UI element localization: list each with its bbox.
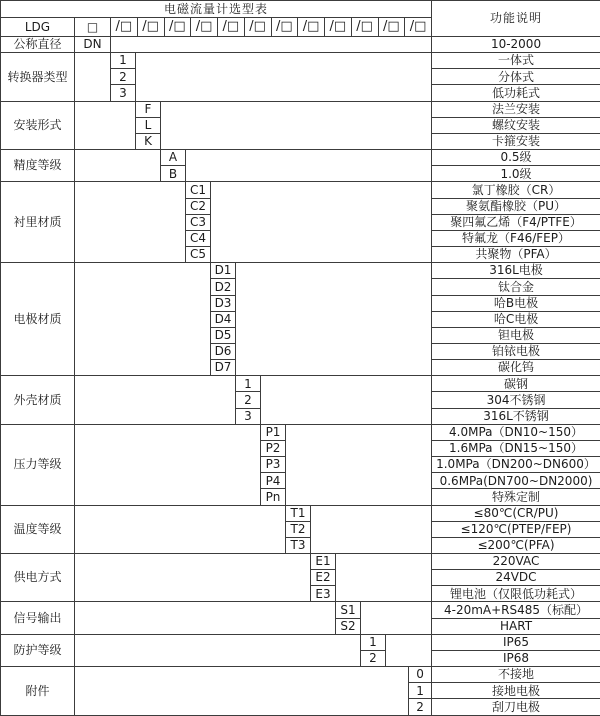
option-desc: 哈B电极	[432, 295, 600, 311]
group-label: 温度等级	[1, 505, 75, 553]
model-slot: /□	[165, 18, 192, 36]
option-desc: ≤120℃(PTEP/FEP)	[432, 521, 600, 537]
option-code: C1	[186, 182, 211, 198]
filler-cell	[75, 505, 286, 553]
model-slot: /□	[352, 18, 379, 36]
option-code: D1	[211, 263, 236, 279]
option-desc: 钽电极	[432, 327, 600, 343]
model-slot: /□	[325, 18, 352, 36]
option-code: 2	[111, 69, 136, 85]
model-slot-strip-cell	[111, 18, 432, 37]
filler-cell	[75, 634, 361, 666]
option-desc: 哈C电极	[432, 311, 600, 327]
filler-cell	[75, 53, 111, 101]
option-desc: 220VAC	[432, 554, 600, 570]
filler-cell	[386, 634, 432, 666]
option-code: 1	[409, 683, 432, 699]
filler-cell	[161, 101, 432, 149]
group-label: 压力等级	[1, 424, 75, 505]
option-code: 3	[236, 408, 261, 424]
group-label: 电极材质	[1, 263, 75, 376]
option-code: DN	[75, 37, 111, 53]
filler-cell	[236, 263, 432, 376]
option-code: K	[136, 133, 161, 149]
option-desc: 铂铱电极	[432, 343, 600, 359]
option-code: 0	[409, 667, 432, 683]
option-desc: ≤200℃(PFA)	[432, 537, 600, 553]
group-label: 精度等级	[1, 150, 75, 182]
option-code: L	[136, 117, 161, 133]
group-label: 转换器类型	[1, 53, 75, 101]
option-code: C5	[186, 247, 211, 263]
model-prefix: LDG	[1, 18, 75, 37]
option-desc: 法兰安装	[432, 101, 600, 117]
option-desc: HART	[432, 618, 600, 634]
option-code: D3	[211, 295, 236, 311]
option-code: 1	[111, 53, 136, 69]
option-desc: 碳钢	[432, 376, 600, 392]
option-code: E1	[311, 554, 336, 570]
option-code: P4	[261, 473, 286, 489]
option-code: Pn	[261, 489, 286, 505]
filler-cell	[75, 667, 409, 716]
option-desc: 特殊定制	[432, 489, 600, 505]
option-code: C4	[186, 230, 211, 246]
option-code: 3	[111, 85, 136, 101]
option-code: T2	[286, 521, 311, 537]
option-desc: 1.6MPa（DN15~150）	[432, 440, 600, 456]
model-slot: /□	[379, 18, 406, 36]
option-desc: 接地电极	[432, 683, 600, 699]
option-desc: 4.0MPa（DN10~150）	[432, 424, 600, 440]
option-code: T1	[286, 505, 311, 521]
filler-cell	[286, 424, 432, 505]
model-slot: /□	[298, 18, 325, 36]
group-label: 外壳材质	[1, 376, 75, 424]
filler-cell	[75, 101, 136, 149]
option-desc: 24VDC	[432, 570, 600, 586]
model-slot: /□	[111, 18, 138, 36]
option-desc: 螺纹安装	[432, 117, 600, 133]
option-desc: 特氟龙（F46/FEP）	[432, 230, 600, 246]
option-desc: 1.0级	[432, 166, 600, 182]
option-code: C3	[186, 214, 211, 230]
group-label: 公称直径	[1, 37, 75, 53]
option-desc: 1.0MPa（DN200~DN600）	[432, 457, 600, 473]
option-code: D5	[211, 327, 236, 343]
option-desc: 锂电池（仅限低功耗式）	[432, 586, 600, 602]
filler-cell	[75, 150, 161, 182]
filler-cell	[75, 554, 311, 602]
option-desc: 刮刀电极	[432, 699, 600, 716]
option-code: P2	[261, 440, 286, 456]
option-code: 2	[361, 650, 386, 666]
option-code: 2	[236, 392, 261, 408]
model-slot: /□	[218, 18, 245, 36]
filler-cell	[111, 37, 432, 53]
option-code: S2	[336, 618, 361, 634]
option-desc: 钛合金	[432, 279, 600, 295]
option-code: B	[161, 166, 186, 182]
table-title: 电磁流量计选型表	[1, 1, 432, 18]
model-slot: /□	[191, 18, 218, 36]
option-code: E3	[311, 586, 336, 602]
option-code: T3	[286, 537, 311, 553]
option-desc: 共聚物（PFA）	[432, 247, 600, 263]
option-desc: 分体式	[432, 69, 600, 85]
option-code: D4	[211, 311, 236, 327]
option-code: 1	[361, 634, 386, 650]
model-slot: /□	[245, 18, 272, 36]
option-code: A	[161, 150, 186, 166]
option-desc: 10-2000	[432, 37, 600, 53]
model-first-box: □	[75, 18, 111, 37]
group-label: 附件	[1, 667, 75, 716]
option-desc: 0.5级	[432, 150, 600, 166]
option-code: C2	[186, 198, 211, 214]
option-code: P3	[261, 457, 286, 473]
option-code: D7	[211, 360, 236, 376]
option-desc: 不接地	[432, 667, 600, 683]
function-column-header: 功能说明	[432, 1, 600, 37]
option-code: S1	[336, 602, 361, 618]
filler-cell	[75, 182, 186, 263]
model-slot: /□	[272, 18, 299, 36]
filler-cell	[361, 602, 432, 634]
filler-cell	[336, 554, 432, 602]
option-desc: 0.6MPa(DN700~DN2000)	[432, 473, 600, 489]
filler-cell	[311, 505, 432, 553]
option-code: 1	[236, 376, 261, 392]
option-desc: 卡箍安装	[432, 133, 600, 149]
group-label: 防护等级	[1, 634, 75, 666]
filler-cell	[211, 182, 432, 263]
option-code: P1	[261, 424, 286, 440]
option-desc: 4-20mA+RS485（标配）	[432, 602, 600, 618]
option-desc: IP65	[432, 634, 600, 650]
option-desc: 聚氨酯橡胶（PU）	[432, 198, 600, 214]
option-desc: 碳化钨	[432, 360, 600, 376]
model-slot-strip	[111, 18, 431, 36]
option-code: D6	[211, 343, 236, 359]
option-code: 2	[409, 699, 432, 716]
option-desc: 一体式	[432, 53, 600, 69]
option-desc: 低功耗式	[432, 85, 600, 101]
filler-cell	[75, 263, 211, 376]
option-code: D2	[211, 279, 236, 295]
filler-cell	[136, 53, 432, 101]
filler-cell	[75, 376, 236, 424]
option-desc: 316L不锈钢	[432, 408, 600, 424]
option-desc: 氯丁橡胶（CR）	[432, 182, 600, 198]
group-label: 衬里材质	[1, 182, 75, 263]
group-label: 信号输出	[1, 602, 75, 634]
option-desc: 304不锈钢	[432, 392, 600, 408]
filler-cell	[261, 376, 432, 424]
option-desc: ≤80℃(CR/PU)	[432, 505, 600, 521]
option-desc: 聚四氟乙烯（F4/PTFE）	[432, 214, 600, 230]
group-label: 供电方式	[1, 554, 75, 602]
filler-cell	[75, 602, 336, 634]
model-slot: /□	[409, 19, 427, 35]
group-label: 安装形式	[1, 101, 75, 149]
filler-cell	[75, 424, 261, 505]
option-code: F	[136, 101, 161, 117]
option-desc: IP68	[432, 650, 600, 666]
option-desc: 316L电极	[432, 263, 600, 279]
model-slot: /□	[138, 18, 165, 36]
option-code: E2	[311, 570, 336, 586]
filler-cell	[186, 150, 432, 182]
